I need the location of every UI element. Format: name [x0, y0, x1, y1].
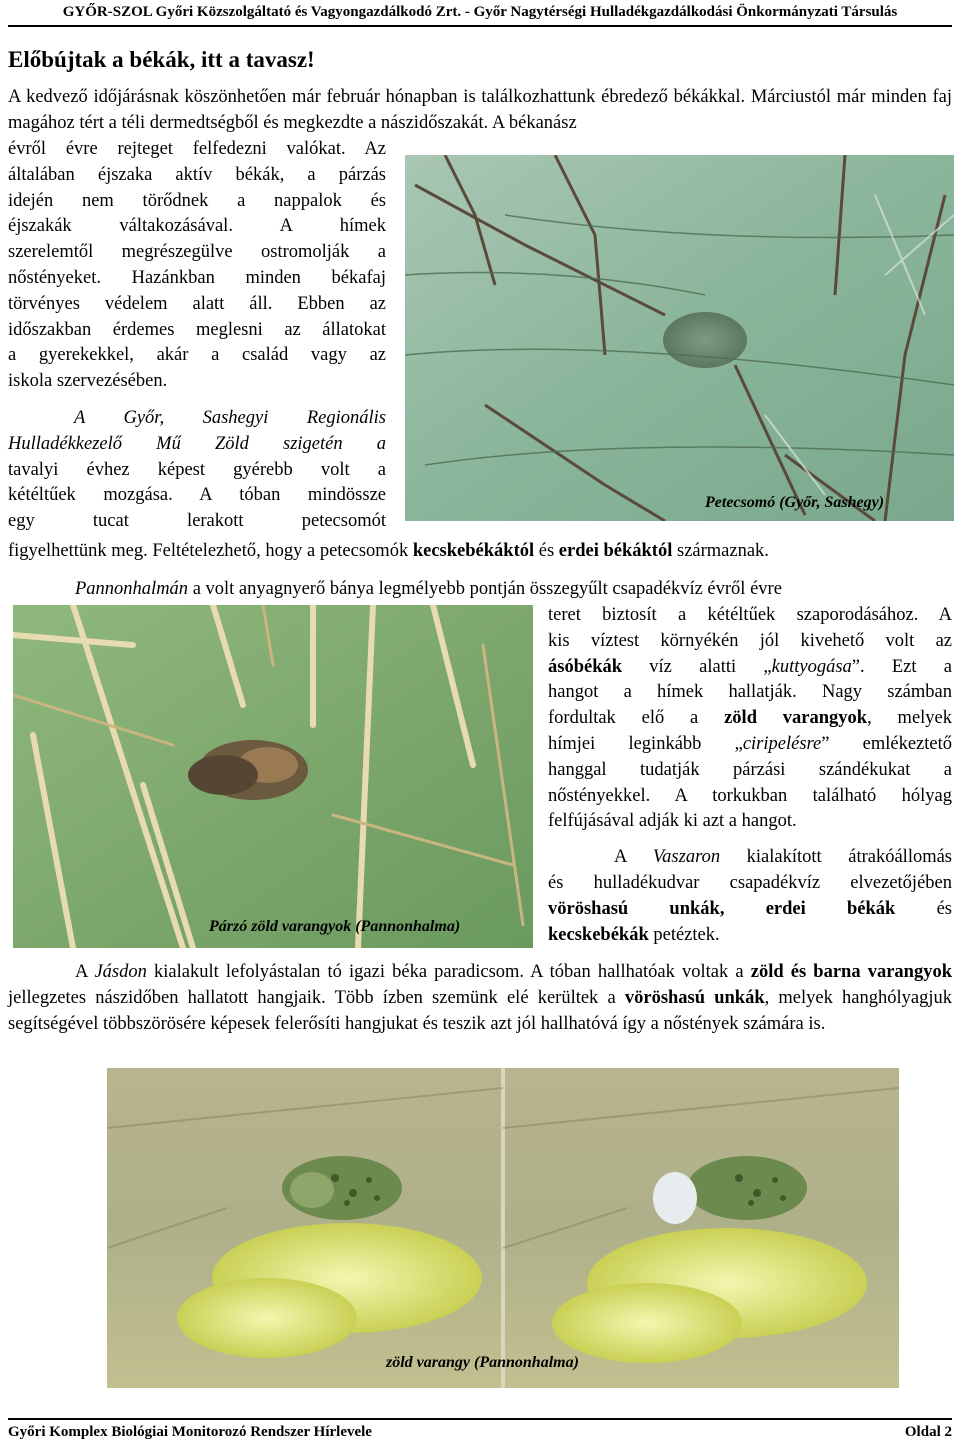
page-header: GYŐR-SZOL Győri Közszolgáltató és Vagyongazdálkodó Zrt. - Győr Nagytérségi Hulladékgazdálkodási Önkormányzati Társulás: [62, 4, 898, 20]
footer-page-number: Oldal 2: [904, 1424, 952, 1440]
text-line: felfújásával adják ki azt a hangot.: [548, 811, 797, 832]
footer-newsletter-title: Győri Komplex Biológiai Monitorozó Rendszer Hírlevele: [8, 1424, 372, 1440]
text-line: A Győr, Sashegyi Regionális: [74, 407, 386, 428]
green-toad-photo: [107, 1068, 899, 1388]
toads-photo: [13, 605, 533, 948]
text-line: kis víztest környékén jól kivehető volt az: [548, 630, 952, 651]
paragraph-5: A Jásdon kialakult lefolyástalan tó igazi béka paradicsom. A tóban hallhatóak voltak a zöld és barna varangyok jellegzetes nászidőben hallatott hangjaik. Több ízben szemünk elé kerültek a vöröshasú unkák, melyek hanghólyagjuk segítségével többszörösére képesek felerősíti hangjukat és teszik azt jól hallhatóvá így a nőstények számára is.: [8, 962, 952, 1034]
paragraph-3-first-line: Pannonhalmán a volt anyagnyerő bánya legmélyebb pontján összegyűlt csapadékvíz évről évre: [75, 579, 782, 599]
text-line: évről évre rejteget felfedezni valókat. Az: [8, 139, 386, 159]
article-title: Előbújtak a békák, itt a tavasz!: [8, 47, 315, 72]
text-line: nőstényeket. Hazánkban minden békafaj: [8, 267, 386, 288]
header-rule: [8, 25, 952, 27]
footer-rule: [8, 1418, 952, 1420]
text-line: teret biztosít a kétéltűek szaporodásához. A: [548, 605, 952, 625]
text-line: vöröshasú unkák, erdei békák és: [548, 898, 952, 919]
text-line: hímjei leginkább „ciripelésre” emlékeztető: [548, 733, 953, 754]
text-line: Hulladékkezelő Mű Zöld szigetén a: [8, 433, 386, 454]
text-line: egy tucat lerakott petecsomót: [8, 511, 386, 532]
text-line: hangot a hímek hallatják. Nagy számban: [548, 682, 952, 703]
text-line: kétéltűek mozgása. A tóban mindössze: [8, 485, 386, 506]
text-line: általában éjszaka aktív békák, a párzás: [8, 164, 386, 185]
toads-photo-image: [13, 605, 533, 948]
text-line: nőstényekkel. A torkukban található hólyag: [548, 785, 952, 806]
text-line: és hulladékudvar csapadékvíz elvezetőjében: [548, 872, 952, 893]
spawn-photo: [405, 155, 954, 521]
left-column-text: [8, 137, 386, 535]
text-line: A Vaszaron kialakított átrakóállomás: [614, 847, 953, 868]
text-line: hanggal tudatják párzási szándékukat a: [548, 759, 952, 780]
paragraph-2-conclusion: figyelhettünk meg. Feltételezhető, hogy a petecsomók kecskebékáktól és erdei békáktól származnak.: [8, 541, 769, 561]
spawn-photo-image: [405, 155, 954, 521]
text-line: szerelemtől megrészegülve ostromolják a: [8, 242, 386, 263]
text-line: ásóbékák víz alatti „kuttyogása”. Ezt a: [548, 656, 953, 677]
right-column-text: [548, 603, 952, 948]
text-line: a gyerekekkel, akár a család vagy az: [8, 345, 386, 366]
green-toad-photo-caption: zöld varangy (Pannonhalma): [386, 1354, 579, 1371]
green-toad-photo-image: [107, 1068, 899, 1388]
text-line: tavalyi évhez képest gyérebb volt a: [8, 459, 386, 480]
spawn-photo-caption: Petecsomó (Győr, Sashegy): [705, 494, 885, 511]
paragraph-1-intro: A kedvező időjárásnak köszönhetően már február hónapban is találkozhattunk ébredező békákkal. Márciustól már minden faj magához tért a téli dermedtségből és megkezdte a nászidőszakát. A békanász: [8, 87, 952, 133]
page-footer: [8, 1421, 952, 1443]
text-line: fordultak elő a zöld varangyok, melyek: [548, 708, 953, 729]
text-line: idején nem törődnek a nappalok és: [8, 190, 386, 211]
text-line: éjszakák váltakozásával. A hímek: [8, 216, 386, 237]
text-line: törvényes védelem alatt áll. Ebben az: [8, 293, 386, 314]
text-line: időszakban érdemes meglesni az állatokat: [8, 319, 386, 340]
toads-photo-caption: Párzó zöld varangyok (Pannonhalma): [209, 918, 461, 935]
text-line: kecskebékák petéztek.: [548, 924, 720, 945]
text-line: iskola szervezésében.: [8, 371, 168, 392]
